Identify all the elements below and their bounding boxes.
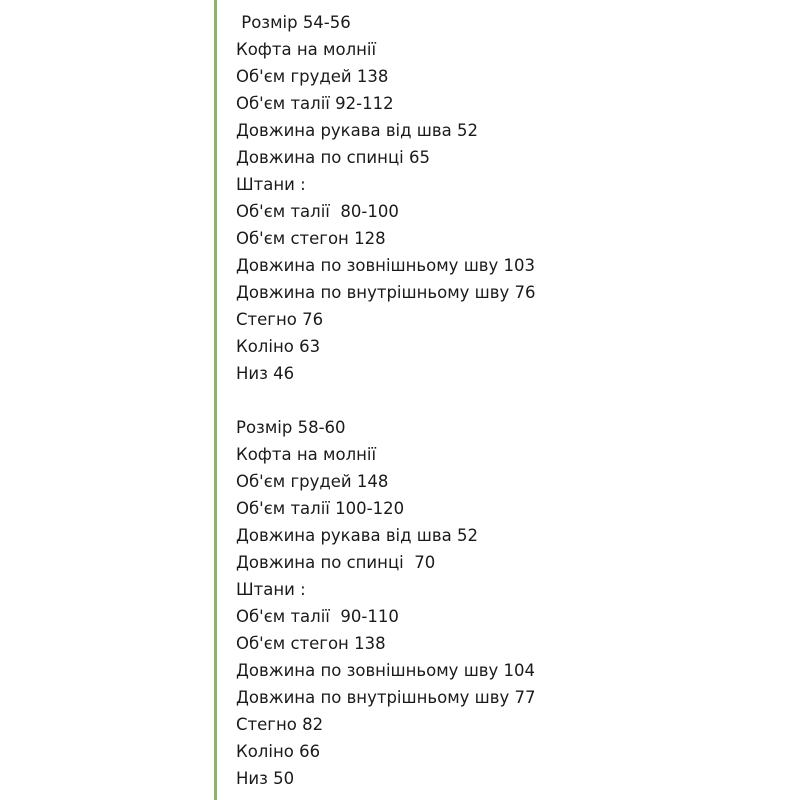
message-line: Кофта на молнії: [236, 40, 377, 59]
message-line: Об'єм талії 80-100: [236, 202, 399, 221]
quote-accent-bar: [214, 0, 217, 800]
message-line: Довжина рукава від шва 52: [236, 526, 478, 545]
message-line: Кофта на молнії: [236, 445, 377, 464]
message-line: Коліно 66: [236, 742, 321, 761]
message-line: Коліно 63: [236, 337, 321, 356]
message-line: Довжина по спинці 70: [236, 553, 436, 572]
message-line: Об'єм стегон 128: [236, 229, 386, 248]
message-line: Об'єм талії 90-110: [236, 607, 399, 626]
message-line: Довжина по внутрішньому шву 76: [236, 283, 536, 302]
message-line: Об'єм стегон 138: [236, 634, 386, 653]
message-line: Довжина по зовнішньому шву 103: [236, 256, 536, 275]
message-line: Стегно 76: [236, 310, 324, 329]
message-line: Об'єм грудей 148: [236, 472, 389, 491]
message-line: Довжина рукава від шва 52: [236, 121, 478, 140]
paragraph-gap: [236, 387, 536, 414]
message-line: Стегно 82: [236, 715, 324, 734]
message-line: Довжина по зовнішньому шву 104: [236, 661, 536, 680]
message-line: Довжина по внутрішньому шву 77: [236, 688, 536, 707]
section-title: Розмір 54-56: [236, 13, 351, 32]
message-line: Штани :: [236, 580, 306, 599]
message-text: [236, 9, 536, 792]
message-line: Штани :: [236, 175, 306, 194]
message-line: Об'єм грудей 138: [236, 67, 389, 86]
message-line: Об'єм талії 92-112: [236, 94, 394, 113]
message-line: Об'єм талії 100-120: [236, 499, 405, 518]
message-line: Низ 46: [236, 364, 295, 383]
message-line: Довжина по спинці 65: [236, 148, 430, 167]
message-line: Низ 50: [236, 769, 295, 788]
section-title: Розмір 58-60: [236, 418, 346, 437]
